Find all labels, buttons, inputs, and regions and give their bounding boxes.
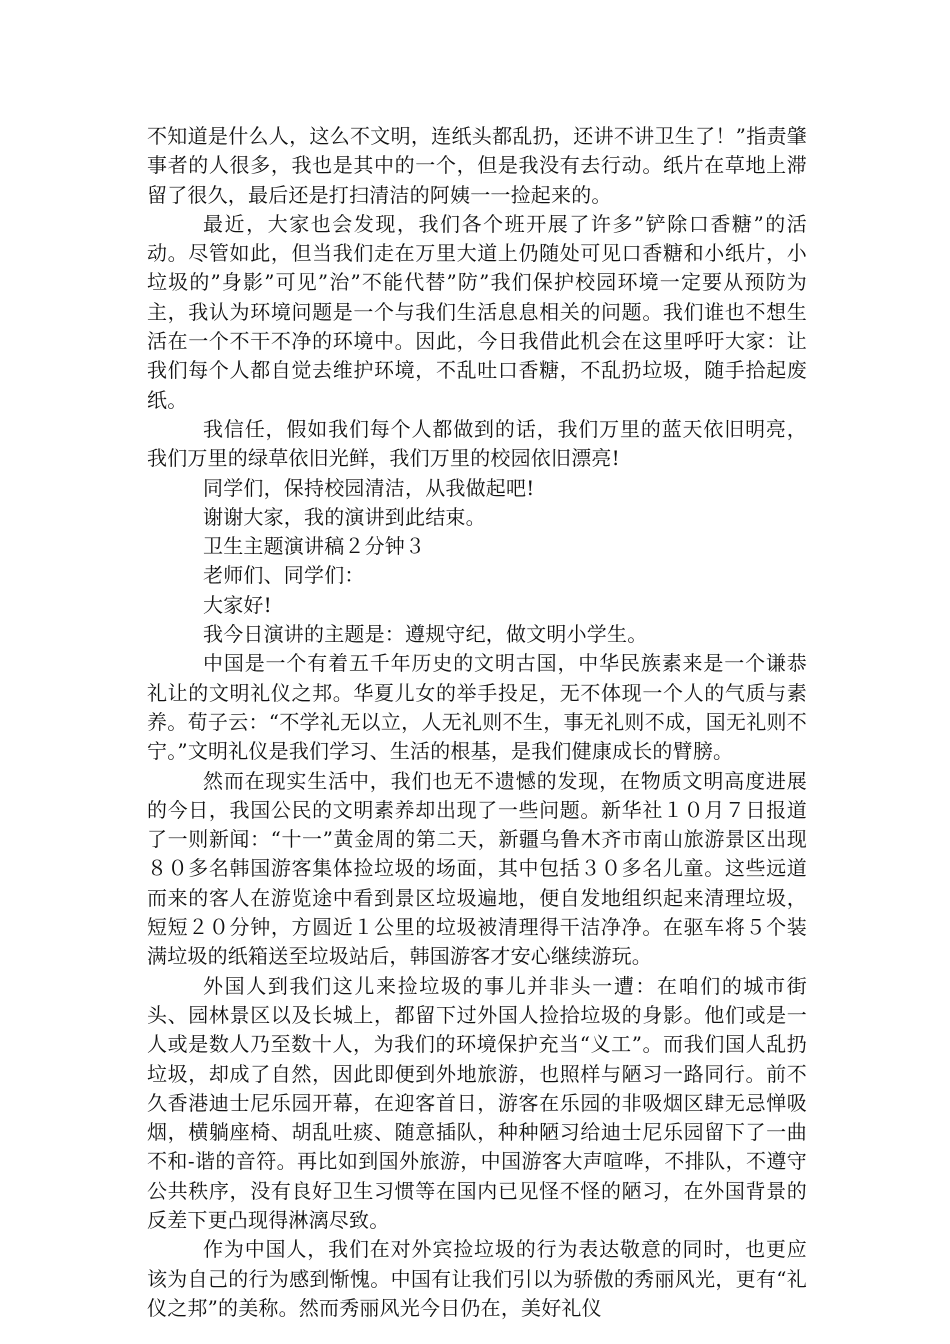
paragraph-3: 我信任，假如我们每个人都做到的话，我们万里的蓝天依旧明亮，我们万里的绿草依旧光鲜，我们万里的校园依旧漂亮!	[147, 416, 807, 471]
section-title: 卫生主题演讲稿２分钟３	[203, 534, 426, 559]
paragraph-1: 不知道是什么人，这么不文明，连纸头都乱扔，还讲不讲卫生了！”指责肇事者的人很多，我也是其中的一个，但是我没有去行动。纸片在草地上滞留了很久，最后还是打扫清洁的阿姨一一捡起来的。	[147, 124, 807, 207]
salutation: 老师们、同学们：	[203, 563, 365, 588]
paragraph-5: 谢谢大家，我的演讲到此结束。	[203, 504, 486, 529]
paragraph-12: 外国人到我们这儿来捡垃圾的事儿并非头一遭：在咱们的城市街头、园林景区以及长城上，都留下过外国人捡拾垃圾的身影。他们或是一人或是数人乃至数十人，为我们的环境保护充当“义工”。而我们国人乱扔垃圾，却成了自然，因此即便到外地旅游，也照样与陋习一路同行。前不久香港迪士尼乐园开幕，在迎客首日，游客在乐园的非吸烟区肆无忌惮吸烟，横躺座椅、胡乱吐痰、随意插队，种种陋习给迪士尼乐园留下了一曲不和-谐的音符。再比如到国外旅游，中国游客大声喧哗，不排队，不遵守公共秩序，没有良好卫生习惯等在国内已见怪不怪的陋习，在外国背景的反差下更凸现得淋漓尽致。	[147, 973, 807, 1232]
paragraph-10: 中国是一个有着五千年历史的文明古国，中华民族素来是一个谦恭礼让的文明礼仪之邦。华夏儿女的举手投足，无不体现一个人的气质与素养。荀子云：“不学礼无以立，人无礼则不生，事无礼则不成，国无礼则不宁。”文明礼仪是我们学习、生活的根基，是我们健康成长的臂膀。	[147, 651, 807, 764]
body-text	[147, 122, 807, 1323]
greeting: 大家好!	[203, 592, 272, 617]
paragraph-9: 我今日演讲的主题是：遵规守纪，做文明小学生。	[203, 622, 648, 647]
paragraph-4: 同学们，保持校园清洁，从我做起吧!	[203, 475, 535, 500]
paragraph-13: 作为中国人，我们在对外宾捡垃圾的行为表达敬意的同时，也更应该为自己的行为感到惭愧。中国有让我们引以为骄傲的秀丽风光，更有“礼仪之邦”的美称。然而秀丽风光今日仍在，美好礼仪	[147, 1237, 807, 1320]
paragraph-11: 然而在现实生活中，我们也无不遗憾的发现，在物质文明高度进展的今日，我国公民的文明素养却出现了一些问题。新华社１０月７日报道了一则新闻：“十一”黄金周的第二天，新疆乌鲁木齐市南山旅游景区出现８０多名韩国游客集体捡垃圾的场面，其中包括３０多名儿童。这些远道而来的客人在游览途中看到景区垃圾遍地，便自发地组织起来清理垃圾，短短２０分钟，方圆近１公里的垃圾被清理得干洁净净。在驱车将５个装满垃圾的纸箱送至垃圾站后，韩国游客才安心继续游玩。	[147, 768, 807, 969]
paragraph-2: 最近，大家也会发现，我们各个班开展了许多”铲除口香糖”的活动。尽管如此，但当我们走在万里大道上仍随处可见口香糖和小纸片，小垃圾的”身影”可见”治”不能代替”防”我们保护校园环境一定要从预防为主，我认为环境问题是一个与我们生活息息相关的问题。我们谁也不想生活在一个不干不净的环境中。因此，今日我借此机会在这里呼吁大家：让我们每个人都自觉去维护环境，不乱吐口香糖，不乱扔垃圾，随手拾起废纸。	[147, 211, 807, 412]
